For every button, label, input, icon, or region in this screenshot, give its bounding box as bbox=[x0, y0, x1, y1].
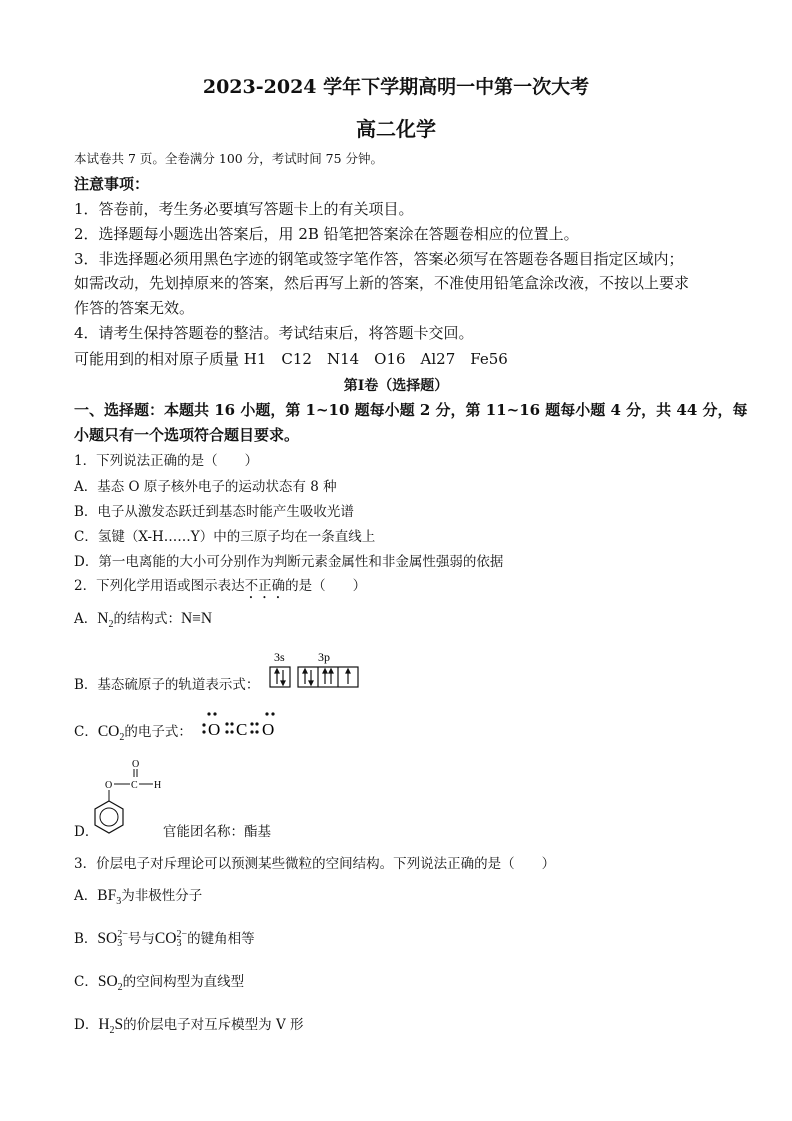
q3-b-formula1-main: SO bbox=[97, 930, 118, 947]
q3-b-formula2-sub: 3 bbox=[176, 938, 182, 950]
q2-a-formula-sub: 2 bbox=[108, 619, 114, 631]
co2-carbon: C bbox=[236, 720, 248, 739]
atomic-mass-line: 可能用到的相对原子质量 H1 C12 N14 O16 Al27 Fe56 bbox=[74, 350, 508, 368]
q3-option-a bbox=[74, 887, 202, 911]
q2-a-formula bbox=[97, 610, 114, 631]
q3-option-d bbox=[74, 1016, 304, 1040]
struct-hydrogen: H bbox=[154, 780, 162, 791]
q3-b-text1: 号与 bbox=[127, 931, 155, 947]
q2-a-text: 的结构式： bbox=[113, 611, 181, 627]
phenyl-formate-structure bbox=[92, 757, 172, 839]
q3-d-text: 的价层电子对互斥模型为 V 形 bbox=[123, 1017, 304, 1033]
q2-c-formula bbox=[97, 723, 125, 744]
q3-b-label: B． bbox=[74, 931, 98, 947]
q3-b-formula2-charge: 2− bbox=[176, 929, 188, 941]
exam-info: 本试卷共 7 页。全卷满分 100 分，考试时间 75 分钟。 bbox=[74, 151, 384, 166]
orbital-3s-label: 3s bbox=[274, 650, 285, 664]
struct-ester-o: O bbox=[105, 780, 113, 791]
q3-c-formula bbox=[97, 973, 123, 994]
q1-option-b: B．电子从激发态跃迁到基态时能产生吸收光谱 bbox=[74, 504, 354, 520]
q3-b-formula1-charge: 2− bbox=[117, 929, 128, 941]
struct-carbon: C bbox=[131, 780, 138, 791]
note-3-cont-1: 如需改动，先划掉原来的答案，然后再写上新的答案，不准使用铅笔盒涂改液，不按以上要求 bbox=[74, 274, 690, 292]
q1-option-d: D．第一电离能的大小可分别作为判断元素金属性和非金属性强弱的依据 bbox=[74, 554, 504, 570]
q3-a-formula bbox=[97, 887, 122, 908]
note-1: 1．答卷前，考生务必要填写答题卡上的有关项目。 bbox=[74, 200, 414, 218]
q1-option-c: C．氢键（X-H……Y）中的三原子均在一条直线上 bbox=[74, 529, 376, 545]
q2-stem-emphasis: 不正确 bbox=[244, 578, 286, 594]
q1-stem: 1．下列说法正确的是（ ） bbox=[74, 453, 259, 469]
benzene-ring bbox=[95, 801, 123, 833]
q3-c-text: 的空间构型为直线型 bbox=[122, 974, 245, 990]
struct-carbonyl-o: O bbox=[132, 759, 140, 770]
orbital-3p-label: 3p bbox=[318, 650, 330, 664]
q3-d-label: D． bbox=[74, 1017, 99, 1033]
orbital-3s-box bbox=[270, 667, 290, 687]
q3-d-formula bbox=[98, 1016, 124, 1037]
q2-c-text: 的电子式： bbox=[124, 724, 192, 740]
q3-b-text2: 的键角相等 bbox=[187, 931, 255, 947]
co2-oxygen-right: O bbox=[262, 720, 275, 739]
q2-stem bbox=[74, 577, 366, 602]
q3-b-formula2 bbox=[154, 929, 188, 950]
section-instructions-2: 小题只有一个选项符合题目要求。 bbox=[74, 426, 300, 444]
q2-option-b-label: B．基态硫原子的轨道表示式： bbox=[74, 677, 260, 693]
note-4: 4．请考生保持答题卷的整洁。考试结束后，将答题卡交回。 bbox=[74, 324, 474, 342]
q3-option-b bbox=[74, 930, 255, 948]
q2-stem-part2: 的是（ ） bbox=[285, 578, 367, 594]
q3-c-formula-main: SO bbox=[97, 973, 118, 990]
notes-heading: 注意事项： bbox=[74, 175, 150, 193]
note-3-cont-2: 作答的答案无效。 bbox=[74, 299, 195, 317]
section-title: 第Ⅰ卷（选择题） bbox=[343, 378, 449, 394]
q2-d-text: 官能团名称：酯基 bbox=[163, 824, 271, 840]
q2-option-d-label: D． bbox=[74, 824, 99, 840]
q3-d-formula-h: H bbox=[98, 1016, 110, 1033]
q3-b-formula1 bbox=[97, 929, 128, 950]
note-2: 2．选择题每小题选出答案后，用 2B 铅笔把答案涂在答题卷相应的位置上。 bbox=[74, 225, 579, 243]
q2-c-formula-main: CO bbox=[97, 723, 120, 740]
q3-a-formula-main: BF bbox=[97, 887, 117, 904]
q3-c-formula-sub: 2 bbox=[117, 982, 123, 994]
q3-b-formula1-sub: 3 bbox=[117, 938, 123, 950]
q3-stem: 3．价层电子对斥理论可以预测某些微粒的空间结构。下列说法正确的是（ ） bbox=[74, 856, 556, 872]
q2-a-label: A． bbox=[74, 611, 98, 627]
q2-option-a bbox=[74, 610, 212, 634]
q3-a-formula-sub: 3 bbox=[116, 896, 122, 908]
exam-title: 2023-2024 学年下学期高明一中第一次大考 bbox=[202, 76, 590, 98]
q2-c-label: C． bbox=[74, 724, 98, 740]
q2-stem-part1: 2．下列化学用语或图示表达 bbox=[74, 578, 245, 594]
q3-c-label: C． bbox=[74, 974, 98, 990]
q2-a-formula-main: N bbox=[97, 610, 109, 627]
q3-b-formula2-main: CO bbox=[154, 930, 177, 947]
q2-a-value: N≡N bbox=[180, 610, 213, 627]
sulfur-orbital-diagram bbox=[266, 650, 362, 692]
q3-option-c bbox=[74, 973, 244, 997]
q1-option-a: A．基态 O 原子核外电子的运动状态有 8 种 bbox=[74, 479, 337, 495]
co2-electron-dot-diagram bbox=[200, 708, 290, 740]
q3-d-formula-s: S bbox=[114, 1016, 124, 1033]
q3-d-formula-sub: 2 bbox=[109, 1025, 115, 1037]
q3-a-text: 为非极性分子 bbox=[121, 888, 203, 904]
q3-a-label: A． bbox=[74, 888, 98, 904]
q2-c-formula-sub: 2 bbox=[119, 732, 125, 744]
q2-option-c bbox=[74, 723, 192, 747]
exam-subtitle: 高二化学 bbox=[356, 117, 436, 141]
section-instructions-1: 一、选择题：本题共 16 小题，第 1~10 题每小题 2 分，第 11~16 题每小题 4 分，共 44 分，每 bbox=[74, 401, 748, 419]
note-3: 3．非选择题必须用黑色字迹的钢笔或签字笔作答，答案必须写在答题卷各题目指定区域内； bbox=[74, 250, 684, 268]
co2-oxygen-left: O bbox=[208, 720, 221, 739]
